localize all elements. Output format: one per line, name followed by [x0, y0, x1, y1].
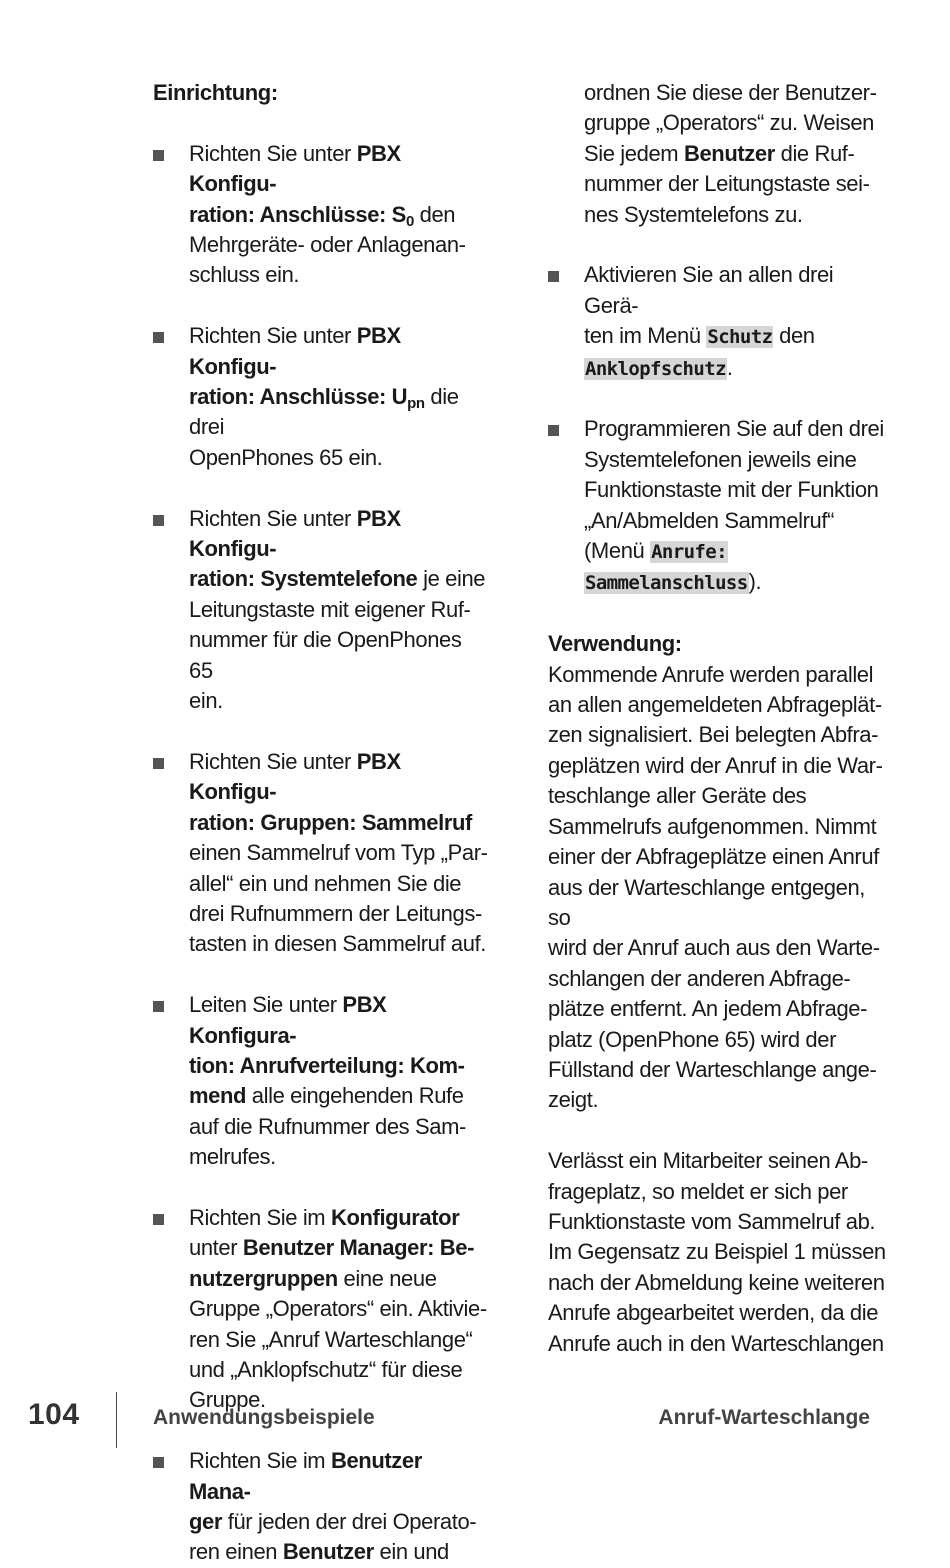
- bullet-square-icon: [153, 150, 164, 161]
- page-number: 104: [28, 1398, 80, 1431]
- list-item: Richten Sie unter PBX Konfigu- ration: Gruppen: Sammelruf einen Sammelruf vom Typ „Par- allel“ ein und nehmen Sie die drei Rufnummern der Leitungs- tasten in diesen Sammelruf auf.: [153, 747, 488, 960]
- menu-term: Anrufe:: [651, 541, 727, 564]
- list-item-continuation: ordnen Sie diese der Benutzer- gruppe „Operators“ zu. Weisen Sie jedem Benutzer die Ruf- nummer der Leitungstaste sei- nes Systemtelefons zu.: [584, 80, 877, 227]
- setup-heading: Einrichtung:: [153, 80, 278, 105]
- menu-term: Anklopfschutz: [585, 357, 726, 380]
- menu-term: Schutz: [707, 326, 773, 349]
- bullet-square-icon: [548, 425, 559, 436]
- usage-paragraph-1: Kommende Anrufe werden parallel an allen angemeldeten Abfrageplät- zen signalisiert. Bei belegten Abfra- geplätzen wird der Anruf in die War- teschlange aller Geräte des Sammelrufs aufgenommen. Nimmt einer der Abfrageplätze einen Anruf aus der Warteschlange entgegen, so wird der Anruf auch aus den Warte- schlangen der anderen Abfrage- plätze entfernt. An jedem Abfrage- platz (OpenPhone 65) wird der Füllstand der Warteschlange ange- zeigt.: [548, 661, 883, 1113]
- menu-term: Sammelanschluss: [585, 572, 748, 595]
- footer-section-title: Anwendungsbeispiele: [153, 1406, 375, 1429]
- list-item: Richten Sie unter PBX Konfigu- ration: Anschlüsse: $U_{pn}$ die drei OpenPhones 65 ein.: [153, 321, 488, 473]
- bullet-square-icon: [153, 1001, 164, 1012]
- usage-heading: Verwendung:: [548, 631, 682, 657]
- footer-divider: [116, 1392, 117, 1448]
- bullet-square-icon: [548, 271, 559, 282]
- bullet-square-icon: [153, 1214, 164, 1225]
- bullet-square-icon: [153, 515, 164, 526]
- bullet-square-icon: [153, 332, 164, 343]
- left-column: [153, 78, 488, 1568]
- list-item: Richten Sie im Konfigurator unter Benutzer Manager: Be- nutzergruppen eine neue Gruppe „Operators“ ein. Aktivie- ren Sie „Anruf Warteschlange“ und „Anklopfschutz“ für diese Gruppe.: [153, 1203, 488, 1416]
- footer-chapter-title: Anruf-Warteschlange: [658, 1406, 870, 1429]
- list-item: Richten Sie unter PBX Konfigu- ration: Anschlüsse: $S_0$ den Mehrgeräte- oder Anlagenan- schluss ein.: [153, 139, 488, 291]
- list-item: Richten Sie unter PBX Konfigu- ration: Systemtelefone je eine Leitungstaste mit eigener Ruf- nummer für die OpenPhones 65 ein.: [153, 504, 488, 717]
- list-item: Aktivieren Sie an allen drei Gerä- ten im Menü Schutz den Anklopfschutz.: [548, 260, 893, 384]
- list-item: Programmieren Sie auf den drei Systemtelefonen jeweils eine Funktionstaste mit der Funktion „An/Abmelden Sammelruf“ (Menü Anrufe: Sammelanschluss).: [548, 414, 893, 598]
- list-item: Leiten Sie unter PBX Konfigura- tion: Anrufverteilung: Kom- mend alle eingehenden Rufe auf die Rufnummer des Sam- melrufes.: [153, 990, 488, 1172]
- list-item: Richten Sie im Benutzer Mana- ger für jeden der drei Operato- ren einen Benutzer ein und: [153, 1446, 488, 1568]
- right-column: [548, 78, 893, 1359]
- bullet-square-icon: [153, 758, 164, 769]
- usage-paragraph-2: Verlässt ein Mitarbeiter seinen Ab- frageplatz, so meldet er sich per Funktionstaste vom Sammelruf ab. Im Gegensatz zu Beispiel 1 müssen nach der Abmeldung keine weiteren Anrufe abgearbeitet werden, da die Anrufe auch in den Warteschlangen: [548, 1148, 886, 1356]
